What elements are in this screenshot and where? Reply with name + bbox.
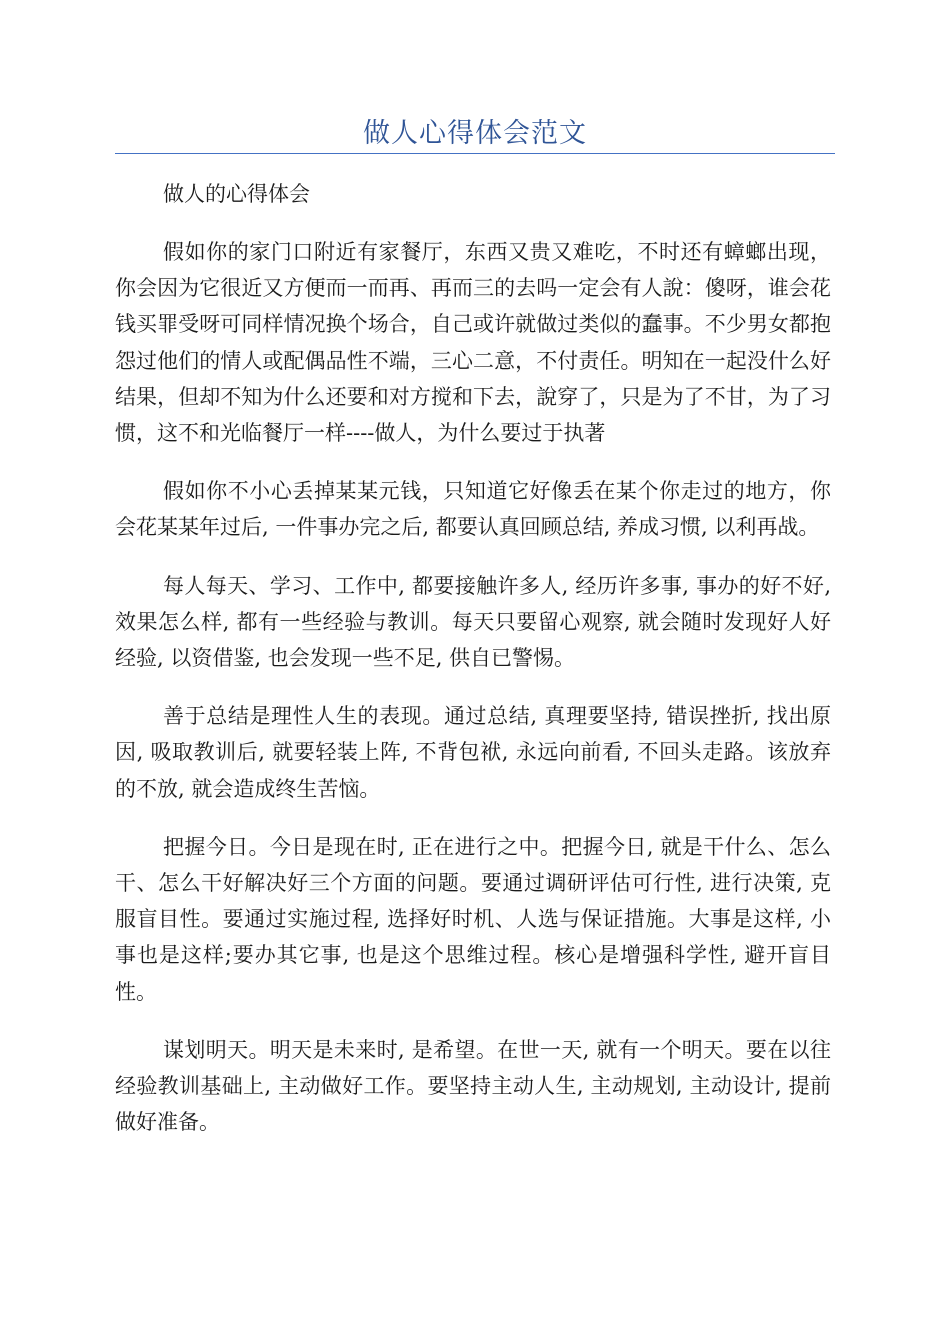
- paragraph: 假如你的家门口附近有家餐厅，东西又贵又难吃，不时还有蟑螂出现，你会因为它很近又方便而一而再、再而三的去吗一定会有人說：傻呀，谁会花钱买罪受呀可同样情况换个场合，自己或许就做过类似的蠢事。不少男女都抱怨过他们的情人或配偶品性不端，三心二意，不付责任。明知在一起没什么好结果，但却不知为什么还要和对方搅和下去，說穿了，只是为了不甘，为了习惯，这不和光临餐厅一样----做人，为什么要过于执著: [115, 240, 831, 446]
- paragraph: 谋划明天。明天是未来时, 是希望。在世一天, 就有一个明天。要在以往经验教训基础上, 主动做好工作。要坚持主动人生, 主动规划, 主动设计, 提前做好准备。: [115, 1037, 831, 1135]
- title-underline: [115, 153, 835, 154]
- document-body: [115, 176, 831, 1162]
- page-title: 做人心得体会范文: [363, 118, 587, 149]
- section-subtitle: 做人的心得体会: [163, 182, 310, 206]
- paragraph: 假如你不小心丢掉某某元钱，只知道它好像丢在某个你走过的地方，你会花某某年过后, 一件事办完之后, 都要认真回顾总结, 养成习惯, 以利再战。: [115, 479, 831, 540]
- paragraph: 把握今日。今日是现在时, 正在进行之中。把握今日, 就是干什么、怎么干、怎么干好解决好三个方面的问题。要通过调研评估可行性, 进行决策, 克服盲目性。要通过实施过程, 选择好时机、人选与保证措施。大事是这样, 小事也是这样;要办其它事, 也是这个思维过程。核心是增强科学性, 避开盲目性。: [115, 834, 831, 1004]
- paragraph: 善于总结是理性人生的表现。通过总结, 真理要坚持, 错误挫折, 找出原因, 吸取教训后, 就要轻装上阵, 不背包袱, 永远向前看, 不回头走路。该放弃的不放, 就会造成终生苦恼。: [115, 704, 831, 801]
- paragraph: 每人每天、学习、工作中, 都要接触许多人, 经历许多事, 事办的好不好, 效果怎么样, 都有一些经验与教训。每天只要留心观察, 就会随时发现好人好经验, 以资借鉴, 也会发现一些不足, 供自已警惕。: [115, 573, 831, 671]
